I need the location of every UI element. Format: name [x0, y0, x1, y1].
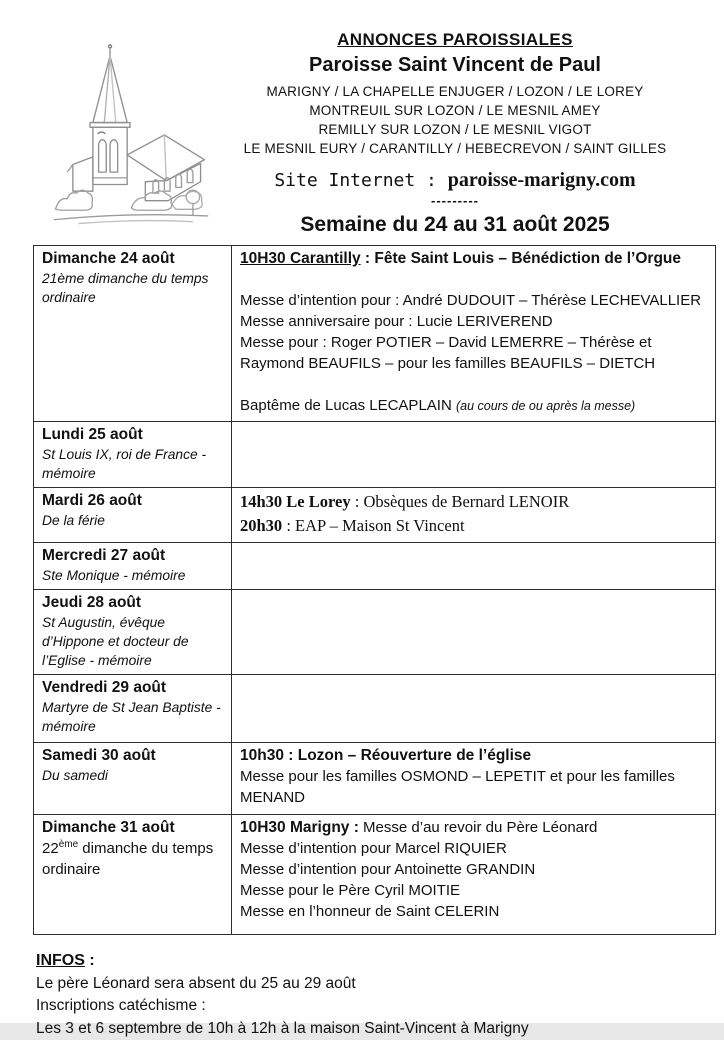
date-cell — [34, 590, 232, 675]
mass-intention: Messe pour : Roger POTIER – David LEMERRE – Thérèse et Raymond BEAUFILS – pour les familles BEAUFILS – DIETCH — [240, 332, 706, 374]
event-text: : Obsèques de Bernard LENOIR — [351, 492, 570, 511]
day-label: Mardi 26 août — [42, 490, 222, 511]
table-row — [34, 488, 716, 543]
events-cell — [232, 815, 716, 935]
baptism-text: Baptême de Lucas LECAPLAIN — [240, 397, 456, 414]
date-cell — [34, 246, 232, 422]
church-sketch-image — [50, 36, 212, 232]
parish-name: Paroisse Saint Vincent de Paul — [190, 54, 720, 77]
day-label: Lundi 25 août — [42, 424, 222, 445]
liturgy-rest: dimanche du temps ordinaire — [42, 840, 213, 878]
infos-section — [36, 950, 724, 1040]
day-label: Samedi 30 août — [42, 745, 222, 766]
liturgy-label: Du samedi — [42, 766, 222, 785]
weekly-schedule-table — [33, 245, 716, 935]
date-cell — [34, 543, 232, 590]
communes-line: LE MESNIL EURY / CARANTILLY / HEBECREVON / SAINT GILLES — [190, 139, 720, 158]
day-label: Dimanche 24 août — [42, 248, 222, 269]
liturgy-label — [42, 838, 222, 880]
event-time-place: 10H30 Marigny — [240, 819, 349, 836]
communes-line: MARIGNY / LA CHAPELLE ENJUGER / LOZON / LE LOREY — [190, 82, 720, 101]
events-cell — [232, 488, 716, 543]
infos-title-text: INFOS — [36, 952, 85, 969]
event-line — [240, 514, 706, 538]
liturgy-label: St Augustin, évêque d’Hippone et docteur de l’Eglise - mémoire — [42, 613, 222, 670]
event-time-place: 10H30 Carantilly — [240, 250, 361, 267]
event-title-rest: Messe d’au revoir du Père Léonard — [359, 819, 597, 836]
infos-title-colon: : — [85, 952, 95, 969]
liturgy-label: St Louis IX, roi de France - mémoire — [42, 445, 222, 483]
liturgy-label: 21ème dimanche du temps ordinaire — [42, 269, 222, 307]
date-cell — [34, 815, 232, 935]
week-title: Semaine du 24 au 31 août 2025 — [190, 213, 720, 237]
events-cell — [232, 543, 716, 590]
liturgy-number: 22 — [42, 840, 59, 857]
table-row — [34, 543, 716, 590]
mass-intention: Messe pour les familles OSMOND – LEPETIT et pour les familles MENAND — [240, 766, 706, 808]
baptism-line — [240, 395, 706, 417]
event-line — [240, 490, 706, 514]
website-line — [190, 167, 720, 194]
event-title-rest: : Fête Saint Louis – Bénédiction de l’Orgue — [361, 250, 681, 267]
liturgy-ordinal: ème — [59, 839, 78, 850]
communes-line: MONTREUIL SUR LOZON / LE MESNIL AMEY — [190, 101, 720, 120]
table-row — [34, 246, 716, 422]
date-cell — [34, 675, 232, 743]
events-cell — [232, 422, 716, 488]
event-title — [240, 817, 706, 838]
event-time: 20h30 — [240, 516, 282, 535]
events-cell — [232, 743, 716, 815]
infos-title — [36, 950, 724, 973]
header — [0, 0, 724, 243]
day-label: Mercredi 27 août — [42, 545, 222, 566]
mass-intention: Messe d’intention pour Marcel RIQUIER — [240, 838, 706, 859]
page-title — [190, 30, 720, 50]
day-label: Jeudi 28 août — [42, 592, 222, 613]
liturgy-label: Martyre de St Jean Baptiste - mémoire — [42, 698, 222, 736]
liturgy-label: De la férie — [42, 511, 222, 530]
table-row — [34, 422, 716, 488]
liturgy-label: Ste Monique - mémoire — [42, 566, 222, 585]
event-text: : EAP – Maison St Vincent — [282, 516, 464, 535]
table-row — [34, 675, 716, 743]
mass-intention: Messe en l’honneur de Saint CELERIN — [240, 901, 706, 922]
website-label: Site Internet : — [274, 170, 447, 191]
date-cell — [34, 488, 232, 543]
table-row — [34, 815, 716, 935]
table-row — [34, 743, 716, 815]
mass-intention: Messe d’intention pour Antoinette GRANDIN — [240, 859, 706, 880]
header-text-block — [190, 30, 720, 237]
mass-intention: Messe d’intention pour : André DUDOUIT – Thérèse LECHEVALLIER — [240, 290, 706, 311]
communes-line: REMILLY SUR LOZON / LE MESNIL VIGOT — [190, 120, 720, 139]
mass-intention: Messe pour le Père Cyril MOITIE — [240, 880, 706, 901]
event-time-place: 14h30 Le Lorey — [240, 492, 351, 511]
day-label: Dimanche 31 août — [42, 817, 222, 838]
event-title-colon: : — [349, 819, 358, 836]
divider-dashes: --------- — [190, 194, 720, 207]
date-cell — [34, 743, 232, 815]
date-cell — [34, 422, 232, 488]
info-line: Inscriptions catéchisme : — [36, 995, 724, 1018]
events-cell — [232, 590, 716, 675]
info-line: Les 3 et 6 septembre de 10h à 12h à la maison Saint-Vincent à Marigny — [36, 1018, 724, 1040]
event-title — [240, 248, 706, 269]
events-cell — [232, 675, 716, 743]
communes-list — [190, 82, 720, 158]
website-url: paroisse-marigny.com — [448, 169, 636, 191]
event-title: 10h30 : Lozon – Réouverture de l’église — [240, 745, 706, 766]
mass-intention: Messe anniversaire pour : Lucie LERIVEREND — [240, 311, 706, 332]
page-title-text: ANNONCES PAROISSIALES — [337, 30, 573, 49]
day-label: Vendredi 29 août — [42, 677, 222, 698]
baptism-note: (au cours de ou après la messe) — [456, 399, 635, 413]
table-row — [34, 590, 716, 675]
info-line: Le père Léonard sera absent du 25 au 29 août — [36, 973, 724, 996]
events-cell — [232, 246, 716, 422]
